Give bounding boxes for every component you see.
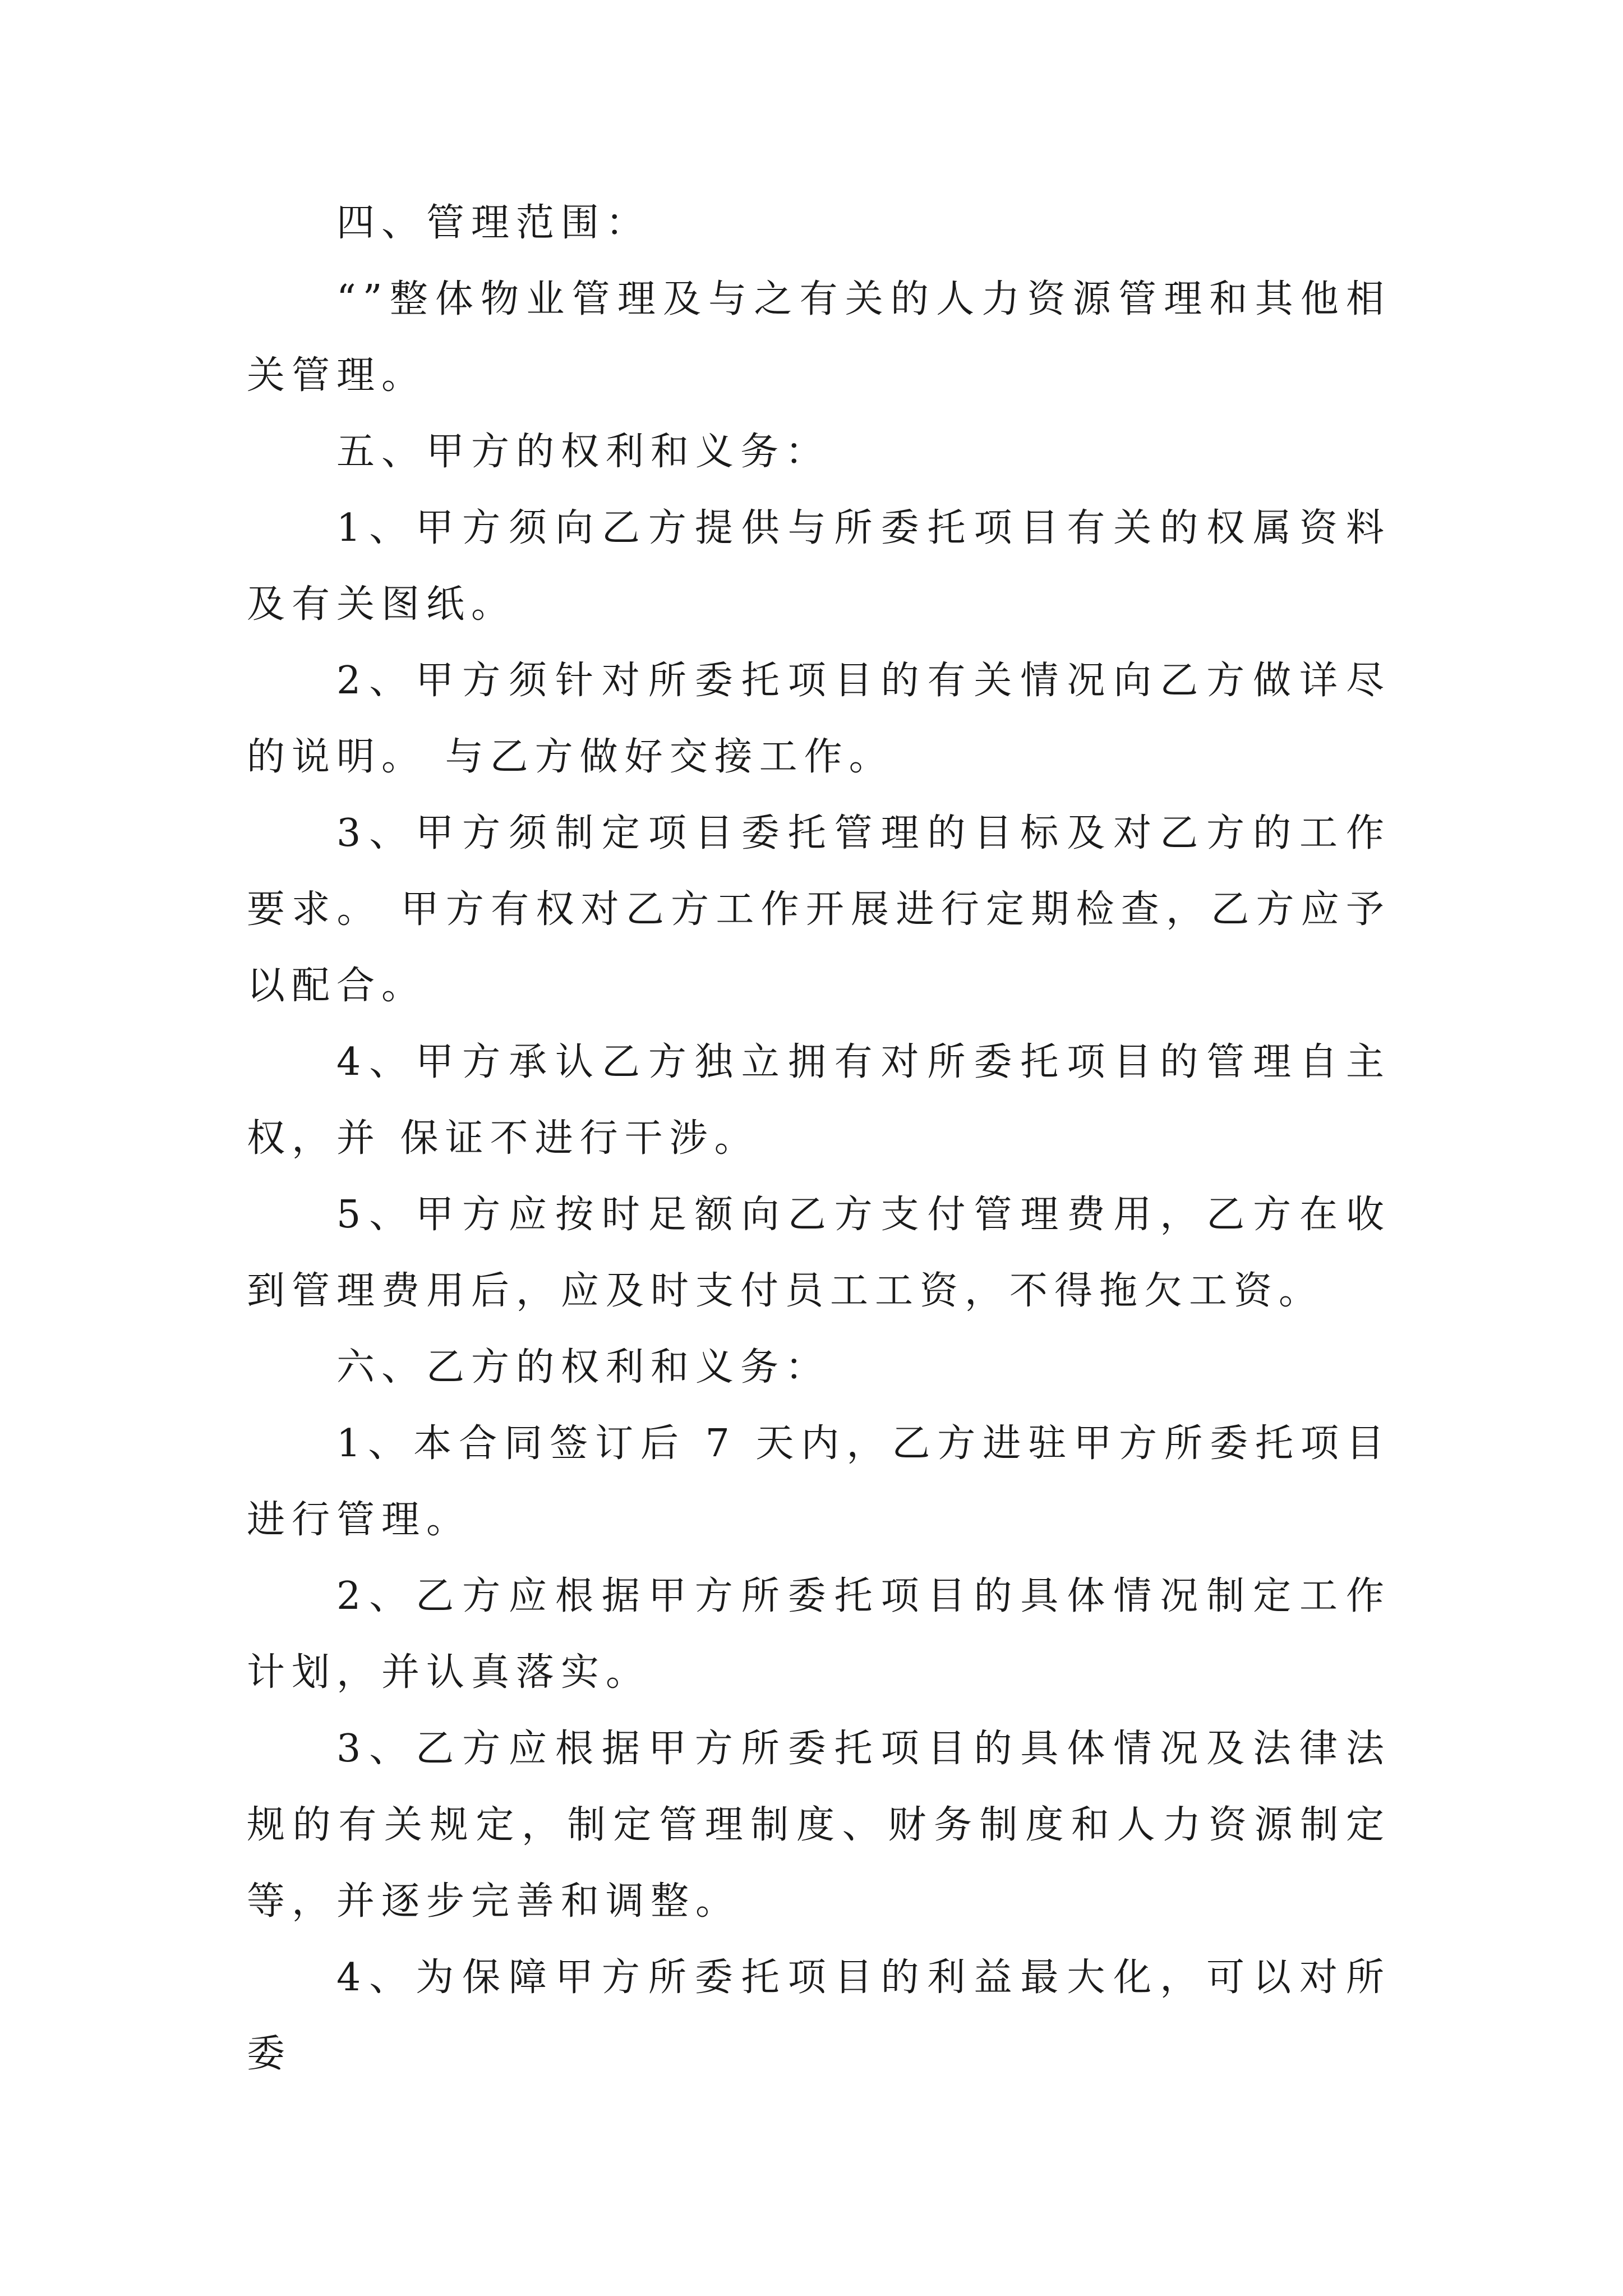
clause-party-a-3: 3、甲方须制定项目委托管理的目标及对乙方的工作要求。 甲方有权对乙方工作开展进行定期检查，乙方应予以配合。 bbox=[247, 811, 1391, 1008]
clause-party-b-4: 4、为保障甲方所委托项目的利益最大化，可以对所委 bbox=[247, 1955, 1391, 2076]
section-heading-party-b-rights: 六、乙方的权利和义务： bbox=[336, 1345, 831, 1389]
paragraph-scope-description: “”整体物业管理及与之有关的人力资源管理和其他相关管理。 bbox=[247, 277, 1391, 398]
clause-party-b-3: 3、乙方应根据甲方所委托项目的具体情况及法律法规的有关规定，制定管理制度、财务制度和人力资源制定等，并逐步完善和调整。 bbox=[247, 1727, 1391, 1924]
section-heading-scope: 四、管理范围： bbox=[336, 201, 651, 245]
clause-party-a-4: 4、甲方承认乙方独立拥有对所委托项目的管理自主权，并 保证不进行干涉。 bbox=[247, 1040, 1391, 1161]
section-heading-party-a-rights: 五、甲方的权利和义务： bbox=[336, 430, 831, 474]
clause-party-b-2: 2、乙方应根据甲方所委托项目的具体情况制定工作计划，并认真落实。 bbox=[247, 1574, 1391, 1695]
document-body bbox=[247, 185, 1391, 2092]
clause-party-b-1: 1、本合同签订后 7 天内，乙方进驻甲方所委托项目进行管理。 bbox=[247, 1421, 1391, 1542]
clause-party-a-5: 5、甲方应按时足额向乙方支付管理费用，乙方在收到管理费用后，应及时支付员工工资，不得拖欠工资。 bbox=[247, 1193, 1391, 1313]
clause-party-a-2: 2、甲方须针对所委托项目的有关情况向乙方做详尽的说明。 与乙方做好交接工作。 bbox=[247, 659, 1391, 779]
clause-party-a-1: 1、甲方须向乙方提供与所委托项目有关的权属资料及有关图纸。 bbox=[247, 506, 1391, 627]
